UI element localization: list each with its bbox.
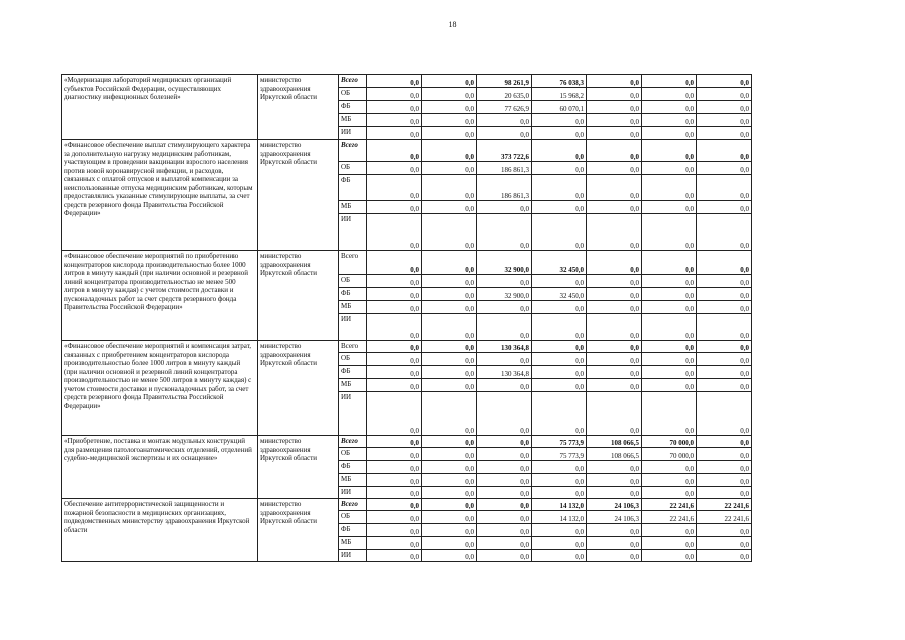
funding-source-cell: МБ: [339, 114, 367, 127]
value-cell: 0,0: [697, 201, 752, 214]
value-cell: 0,0: [477, 353, 532, 366]
funding-source-cell: ИИ: [339, 314, 367, 341]
funding-source-cell: ИИ: [339, 214, 367, 251]
value-cell: 75 773,9: [532, 436, 587, 448]
measure-description: «Приобретение, поставка и монтаж модульных конструкций для размещения патологоанатомических отделений, отделений судебно-медицинской экспертизы и их оснащение»: [62, 436, 258, 499]
value-cell: 186 861,3: [477, 175, 532, 201]
funding-source-cell: МБ: [339, 474, 367, 487]
value-cell: 0,0: [532, 341, 587, 353]
value-cell: 0,0: [477, 487, 532, 499]
executor-cell: министерство здравоохранения Иркутской области: [258, 251, 339, 341]
value-cell: 0,0: [697, 448, 752, 461]
value-cell: 0,0: [532, 275, 587, 288]
value-cell: 0,0: [367, 201, 422, 214]
value-cell: 0,0: [642, 127, 697, 140]
value-cell: 0,0: [642, 353, 697, 366]
funding-source-cell: ИИ: [339, 127, 367, 140]
value-cell: 0,0: [587, 301, 642, 314]
measure-description: Обеспечение антитеррористической защищенности и пожарной безопасности в медицинских организациях, подведомственных министерству здравоохранения Иркутской области: [62, 499, 258, 562]
value-cell: 0,0: [532, 175, 587, 201]
value-cell: 0,0: [422, 474, 477, 487]
value-cell: 186 861,3: [477, 162, 532, 175]
funding-source-cell: Всего: [339, 140, 367, 162]
value-cell: 0,0: [697, 392, 752, 436]
value-cell: 0,0: [587, 353, 642, 366]
value-cell: 0,0: [697, 537, 752, 550]
value-cell: 0,0: [642, 162, 697, 175]
value-cell: 24 106,3: [587, 511, 642, 524]
funding-source-cell: ФБ: [339, 524, 367, 537]
value-cell: 0,0: [642, 275, 697, 288]
value-cell: 14 132,0: [532, 499, 587, 511]
value-cell: 0,0: [697, 474, 752, 487]
value-cell: 0,0: [367, 550, 422, 562]
value-cell: 0,0: [422, 88, 477, 101]
value-cell: 0,0: [367, 251, 422, 275]
value-cell: 0,0: [532, 537, 587, 550]
value-cell: 98 261,9: [477, 75, 532, 88]
value-cell: 0,0: [477, 379, 532, 392]
value-cell: 373 722,6: [477, 140, 532, 162]
funding-source-cell: ИИ: [339, 487, 367, 499]
value-cell: 0,0: [642, 341, 697, 353]
funding-source-cell: ОБ: [339, 448, 367, 461]
table-row: [62, 251, 752, 275]
value-cell: 0,0: [477, 314, 532, 341]
funding-source-cell: Всего: [339, 436, 367, 448]
funding-source-cell: Всего: [339, 499, 367, 511]
value-cell: 0,0: [422, 175, 477, 201]
value-cell: 0,0: [697, 88, 752, 101]
funding-source-cell: МБ: [339, 537, 367, 550]
value-cell: 0,0: [697, 75, 752, 88]
funding-source-cell: ОБ: [339, 511, 367, 524]
value-cell: 0,0: [697, 114, 752, 127]
value-cell: 0,0: [422, 366, 477, 379]
value-cell: 0,0: [477, 474, 532, 487]
funding-source-cell: МБ: [339, 379, 367, 392]
value-cell: 0,0: [422, 524, 477, 537]
value-cell: 0,0: [422, 214, 477, 251]
value-cell: 0,0: [587, 88, 642, 101]
value-cell: 22 241,6: [697, 511, 752, 524]
value-cell: 0,0: [367, 275, 422, 288]
measure-description: «Финансовое обеспечение мероприятий и компенсация затрат, связанных с приобретением концентраторов кислорода производительностью более 1000 литров в минуту каждый (при наличии основной и резервной линий концентратора производительностью не менее 500 литров в минуту каждая) с учетом стоимости доставки и пусконаладочных работ, за счет средств резервного фонда Правительства Российской Федерации»: [62, 341, 258, 436]
value-cell: 0,0: [697, 314, 752, 341]
value-cell: 0,0: [477, 511, 532, 524]
executor-cell: министерство здравоохранения Иркутской области: [258, 140, 339, 251]
value-cell: 0,0: [477, 392, 532, 436]
value-cell: 0,0: [587, 275, 642, 288]
value-cell: 0,0: [367, 114, 422, 127]
value-cell: 0,0: [477, 448, 532, 461]
value-cell: 0,0: [422, 379, 477, 392]
value-cell: 22 241,6: [697, 499, 752, 511]
value-cell: 0,0: [642, 251, 697, 275]
value-cell: 0,0: [422, 448, 477, 461]
value-cell: 0,0: [422, 101, 477, 114]
value-cell: 0,0: [642, 550, 697, 562]
value-cell: 0,0: [587, 127, 642, 140]
value-cell: 0,0: [697, 461, 752, 474]
value-cell: 0,0: [587, 75, 642, 88]
value-cell: 0,0: [422, 75, 477, 88]
value-cell: 0,0: [697, 275, 752, 288]
value-cell: 22 241,6: [642, 499, 697, 511]
funding-source-cell: ИИ: [339, 392, 367, 436]
value-cell: 0,0: [422, 550, 477, 562]
value-cell: 0,0: [532, 314, 587, 341]
value-cell: 0,0: [367, 214, 422, 251]
value-cell: 20 635,0: [477, 88, 532, 101]
value-cell: 0,0: [642, 140, 697, 162]
table-row: [62, 140, 752, 162]
executor-cell: министерство здравоохранения Иркутской области: [258, 436, 339, 499]
funding-source-cell: ОБ: [339, 275, 367, 288]
value-cell: 0,0: [422, 251, 477, 275]
funding-source-cell: Всего: [339, 75, 367, 88]
value-cell: 0,0: [642, 201, 697, 214]
value-cell: 0,0: [587, 379, 642, 392]
value-cell: 108 066,5: [587, 448, 642, 461]
executor-cell: министерство здравоохранения Иркутской области: [258, 75, 339, 140]
value-cell: 0,0: [697, 288, 752, 301]
value-cell: 0,0: [587, 101, 642, 114]
value-cell: 0,0: [532, 214, 587, 251]
value-cell: 0,0: [367, 379, 422, 392]
value-cell: 0,0: [697, 251, 752, 275]
value-cell: 0,0: [422, 392, 477, 436]
value-cell: 0,0: [642, 314, 697, 341]
value-cell: 0,0: [587, 524, 642, 537]
value-cell: 0,0: [532, 140, 587, 162]
table-row: [62, 436, 752, 448]
value-cell: 0,0: [367, 314, 422, 341]
value-cell: 0,0: [422, 499, 477, 511]
value-cell: 15 968,2: [532, 88, 587, 101]
value-cell: 0,0: [367, 88, 422, 101]
value-cell: 0,0: [697, 487, 752, 499]
value-cell: 0,0: [367, 353, 422, 366]
funding-source-cell: Всего: [339, 251, 367, 275]
value-cell: 0,0: [367, 499, 422, 511]
executor-cell: министерство здравоохранения Иркутской области: [258, 341, 339, 436]
value-cell: 32 450,0: [532, 251, 587, 275]
value-cell: 0,0: [642, 379, 697, 392]
value-cell: 0,0: [422, 114, 477, 127]
value-cell: 0,0: [642, 487, 697, 499]
value-cell: 130 364,8: [477, 341, 532, 353]
funding-source-cell: ФБ: [339, 288, 367, 301]
value-cell: 0,0: [697, 101, 752, 114]
value-cell: 0,0: [587, 114, 642, 127]
value-cell: 0,0: [532, 301, 587, 314]
budget-table: [61, 74, 752, 562]
value-cell: 0,0: [422, 314, 477, 341]
funding-source-cell: ОБ: [339, 88, 367, 101]
value-cell: 0,0: [422, 127, 477, 140]
value-cell: 0,0: [587, 140, 642, 162]
value-cell: 0,0: [697, 140, 752, 162]
funding-source-cell: ОБ: [339, 162, 367, 175]
value-cell: 0,0: [587, 288, 642, 301]
funding-source-cell: МБ: [339, 301, 367, 314]
funding-source-cell: ФБ: [339, 175, 367, 201]
value-cell: 0,0: [532, 114, 587, 127]
funding-source-cell: ИИ: [339, 550, 367, 562]
value-cell: 0,0: [642, 524, 697, 537]
value-cell: 0,0: [422, 511, 477, 524]
value-cell: 0,0: [532, 379, 587, 392]
value-cell: 0,0: [532, 487, 587, 499]
funding-source-cell: Всего: [339, 341, 367, 353]
value-cell: 0,0: [587, 461, 642, 474]
value-cell: 0,0: [642, 474, 697, 487]
measure-description: «Модернизация лабораторий медицинских организаций субъектов Российской Федерации, осуществляющих диагностику инфекционных болезней»: [62, 75, 258, 140]
value-cell: 76 038,3: [532, 75, 587, 88]
value-cell: 0,0: [367, 288, 422, 301]
value-cell: 0,0: [477, 524, 532, 537]
value-cell: 32 450,0: [532, 288, 587, 301]
value-cell: 0,0: [532, 392, 587, 436]
value-cell: 0,0: [477, 436, 532, 448]
value-cell: 0,0: [697, 127, 752, 140]
measure-description: «Финансовое обеспечение мероприятий по приобретению концентраторов кислорода производительностью более 1000 литров в минуту каждый (при наличии основной и резервной линий концентратора производительностью не менее 500 литров в минуту каждая) с учетом стоимости доставки и пусконаладочных работ за счет средств резервного фонда Правительства Российской Федерации»: [62, 251, 258, 341]
value-cell: 0,0: [422, 487, 477, 499]
value-cell: 0,0: [697, 175, 752, 201]
value-cell: 0,0: [697, 366, 752, 379]
value-cell: 0,0: [367, 366, 422, 379]
value-cell: 0,0: [697, 162, 752, 175]
value-cell: 0,0: [532, 353, 587, 366]
value-cell: 60 070,1: [532, 101, 587, 114]
value-cell: 0,0: [367, 162, 422, 175]
value-cell: 0,0: [587, 341, 642, 353]
value-cell: 0,0: [532, 366, 587, 379]
value-cell: 0,0: [587, 214, 642, 251]
table-row: [62, 75, 752, 88]
table-body: [62, 75, 752, 562]
value-cell: 0,0: [367, 436, 422, 448]
value-cell: 0,0: [697, 524, 752, 537]
value-cell: 0,0: [477, 214, 532, 251]
value-cell: 22 241,6: [642, 511, 697, 524]
value-cell: 0,0: [532, 524, 587, 537]
value-cell: 0,0: [532, 550, 587, 562]
value-cell: 24 106,3: [587, 499, 642, 511]
value-cell: 0,0: [587, 314, 642, 341]
value-cell: 0,0: [532, 201, 587, 214]
value-cell: 75 773,9: [532, 448, 587, 461]
value-cell: 0,0: [477, 550, 532, 562]
value-cell: 0,0: [642, 75, 697, 88]
table-row: [62, 499, 752, 511]
value-cell: 0,0: [587, 487, 642, 499]
value-cell: 0,0: [697, 379, 752, 392]
value-cell: 0,0: [587, 537, 642, 550]
value-cell: 0,0: [697, 353, 752, 366]
value-cell: 32 900,0: [477, 251, 532, 275]
value-cell: 0,0: [477, 499, 532, 511]
value-cell: 0,0: [697, 214, 752, 251]
value-cell: 0,0: [477, 127, 532, 140]
value-cell: 0,0: [642, 288, 697, 301]
value-cell: 0,0: [532, 162, 587, 175]
value-cell: 0,0: [422, 301, 477, 314]
value-cell: 77 626,9: [477, 101, 532, 114]
value-cell: 0,0: [422, 275, 477, 288]
value-cell: 0,0: [642, 461, 697, 474]
value-cell: 0,0: [642, 366, 697, 379]
value-cell: 0,0: [642, 301, 697, 314]
value-cell: 0,0: [367, 392, 422, 436]
value-cell: 0,0: [422, 140, 477, 162]
value-cell: 0,0: [367, 487, 422, 499]
value-cell: 0,0: [367, 127, 422, 140]
value-cell: 0,0: [697, 341, 752, 353]
value-cell: 0,0: [587, 550, 642, 562]
value-cell: 0,0: [587, 474, 642, 487]
value-cell: 0,0: [587, 392, 642, 436]
value-cell: 0,0: [642, 214, 697, 251]
value-cell: 0,0: [367, 301, 422, 314]
value-cell: 0,0: [367, 461, 422, 474]
value-cell: 0,0: [642, 114, 697, 127]
value-cell: 0,0: [367, 75, 422, 88]
value-cell: 0,0: [422, 436, 477, 448]
value-cell: 0,0: [532, 461, 587, 474]
value-cell: 0,0: [477, 537, 532, 550]
value-cell: 108 066,5: [587, 436, 642, 448]
value-cell: 0,0: [642, 392, 697, 436]
value-cell: 0,0: [422, 353, 477, 366]
value-cell: 0,0: [642, 88, 697, 101]
funding-source-cell: ФБ: [339, 366, 367, 379]
value-cell: 0,0: [697, 301, 752, 314]
value-cell: 0,0: [367, 341, 422, 353]
funding-source-cell: ФБ: [339, 461, 367, 474]
value-cell: 0,0: [587, 366, 642, 379]
executor-cell: министерство здравоохранения Иркутской области: [258, 499, 339, 562]
value-cell: 0,0: [587, 162, 642, 175]
value-cell: 0,0: [367, 511, 422, 524]
value-cell: 0,0: [367, 537, 422, 550]
value-cell: 0,0: [477, 301, 532, 314]
value-cell: 0,0: [422, 537, 477, 550]
value-cell: 0,0: [367, 524, 422, 537]
value-cell: 0,0: [587, 175, 642, 201]
value-cell: 130 364,8: [477, 366, 532, 379]
value-cell: 0,0: [422, 201, 477, 214]
value-cell: 0,0: [477, 275, 532, 288]
value-cell: 0,0: [367, 474, 422, 487]
value-cell: 0,0: [477, 201, 532, 214]
value-cell: 0,0: [642, 537, 697, 550]
value-cell: 0,0: [477, 114, 532, 127]
value-cell: 0,0: [477, 461, 532, 474]
value-cell: 0,0: [367, 175, 422, 201]
value-cell: 0,0: [422, 341, 477, 353]
value-cell: 0,0: [642, 101, 697, 114]
value-cell: 0,0: [587, 201, 642, 214]
value-cell: 0,0: [422, 162, 477, 175]
value-cell: 0,0: [587, 251, 642, 275]
value-cell: 0,0: [532, 127, 587, 140]
measure-description: «Финансовое обеспечение выплат стимулирующего характера за дополнительную нагрузку медицинским работникам, участвующим в проведении вакцинации взрослого населения против новой коронавирусной инфекции, и расходов, связанных с оплатой отпусков и выплатой компенсации за неиспользованные отпуска медицинским работникам, которым предоставлялись указанные стимулирующие выплаты, за счет средств резервного фонда Правительства Российской Федерации»: [62, 140, 258, 251]
value-cell: 70 000,0: [642, 436, 697, 448]
value-cell: 0,0: [422, 461, 477, 474]
value-cell: 0,0: [367, 448, 422, 461]
value-cell: 0,0: [532, 474, 587, 487]
value-cell: 32 900,0: [477, 288, 532, 301]
funding-source-cell: МБ: [339, 201, 367, 214]
value-cell: 0,0: [697, 436, 752, 448]
value-cell: 0,0: [697, 550, 752, 562]
value-cell: 70 000,0: [642, 448, 697, 461]
value-cell: 14 132,0: [532, 511, 587, 524]
value-cell: 0,0: [642, 175, 697, 201]
funding-source-cell: ФБ: [339, 101, 367, 114]
value-cell: 0,0: [367, 140, 422, 162]
table-row: [62, 341, 752, 353]
funding-source-cell: ОБ: [339, 353, 367, 366]
page-number: 18: [448, 20, 457, 29]
value-cell: 0,0: [422, 288, 477, 301]
value-cell: 0,0: [367, 101, 422, 114]
